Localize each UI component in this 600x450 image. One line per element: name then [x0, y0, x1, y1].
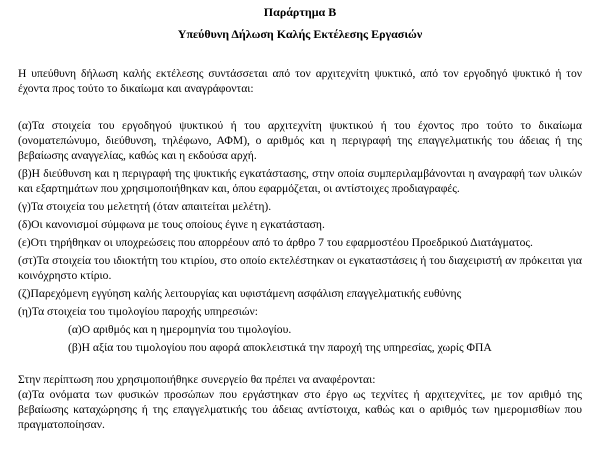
list-item: (η)Τα στοιχεία του τιμολογίου παροχής υπηρεσιών: — [18, 305, 258, 318]
document-subtitle: Υπεύθυνη Δήλωση Καλής Εκτέλεσης Εργασιών — [177, 27, 423, 41]
requirements-list — [18, 118, 582, 355]
list-item: (δ)Οι κανονισμοί σύμφωνα με τους οποίους έγινε η εγκατάσταση. — [18, 218, 325, 231]
sub-list-item: (β)Η αξία του τιμολογίου που αφορά αποκλειστικά την παροχή της υπηρεσίας, χωρίς ΦΠΑ — [68, 341, 492, 354]
list-item: (β)Η διεύθυνση και η περιγραφή της ψυκτικής εγκατάστασης, στην οποία συμπεριλαμβάνονται η αναγραφή των υλικών και εξαρτημάτων που χρησιμοποιήθηκαν και, όπου εφαρμόζεται, οι αντίστοιχες προδιαγραφές. — [18, 167, 582, 195]
document-title: Παράρτημα Β — [263, 5, 337, 19]
sub-list-item: (α)Ο αριθμός και η ημερομηνία του τιμολογίου. — [68, 323, 292, 336]
list-item: (ζ)Παρεχόμενη εγγύηση καλής λειτουργίας και υφιστάμενη ασφάλιση επαγγελματικής ευθύνης — [18, 287, 462, 300]
list-item: (α)Τα ονόματα των φυσικών προσώπων που εργάστηκαν στο έργο ως τεχνίτες ή αρχιτεχνίτες, με τον αριθμό της βεβαίωσης καταχώρησης ή της επαγγελματικής του άδειας αντίστοιχα, καθώς και ο αριθμός των ημερομισθίων που πραγματοποίησαν. — [18, 388, 582, 431]
list-item: (α)Τα στοιχεία του εργοδηγού ψυκτικού ή του αρχιτεχνίτη ψυκτικού ή του έχοντος προ τούτο το δικαίωμα (ονοματεπώνυμο, διεύθυνση, τηλέφωνο, ΑΦΜ), ο αριθμός και η περιγραφή της επαγγελματικής του άδειας ή της βεβαίωσης αναγγελίας, καθώς και η εκδούσα αρχή. — [18, 119, 582, 162]
intro-paragraph: Η υπεύθυνη δήλωση καλής εκτέλεσης συντάσσεται από τον αρχιτεχνίτη ψυκτικό, από τον εργοδηγό ψυκτικό ή τον έχοντα προς τούτο το δικαίωμα και αναγράφονται: — [18, 67, 582, 95]
list-item: (στ)Τα στοιχεία του ιδιοκτήτη του κτιρίου, στο οποίο εκτελέστηκαν οι εγκαταστάσεις ή του διαχειριστή αν πρόκειται για κοινόχρηστο κτίριο. — [18, 254, 582, 282]
list-item: (γ)Τα στοιχεία του μελετητή (όταν απαιτείται μελέτη). — [18, 200, 272, 213]
list-item: (ε)Οτι τηρήθηκαν οι υποχρεώσεις που απορρέουν από το άρθρο 7 του εφαρμοστέου Προεδρικού Διατάγματος. — [18, 236, 533, 249]
section2-intro: Στην περίπτωση που χρησιμοποιήθηκε συνεργείο θα πρέπει να αναφέρονται: — [18, 373, 376, 386]
